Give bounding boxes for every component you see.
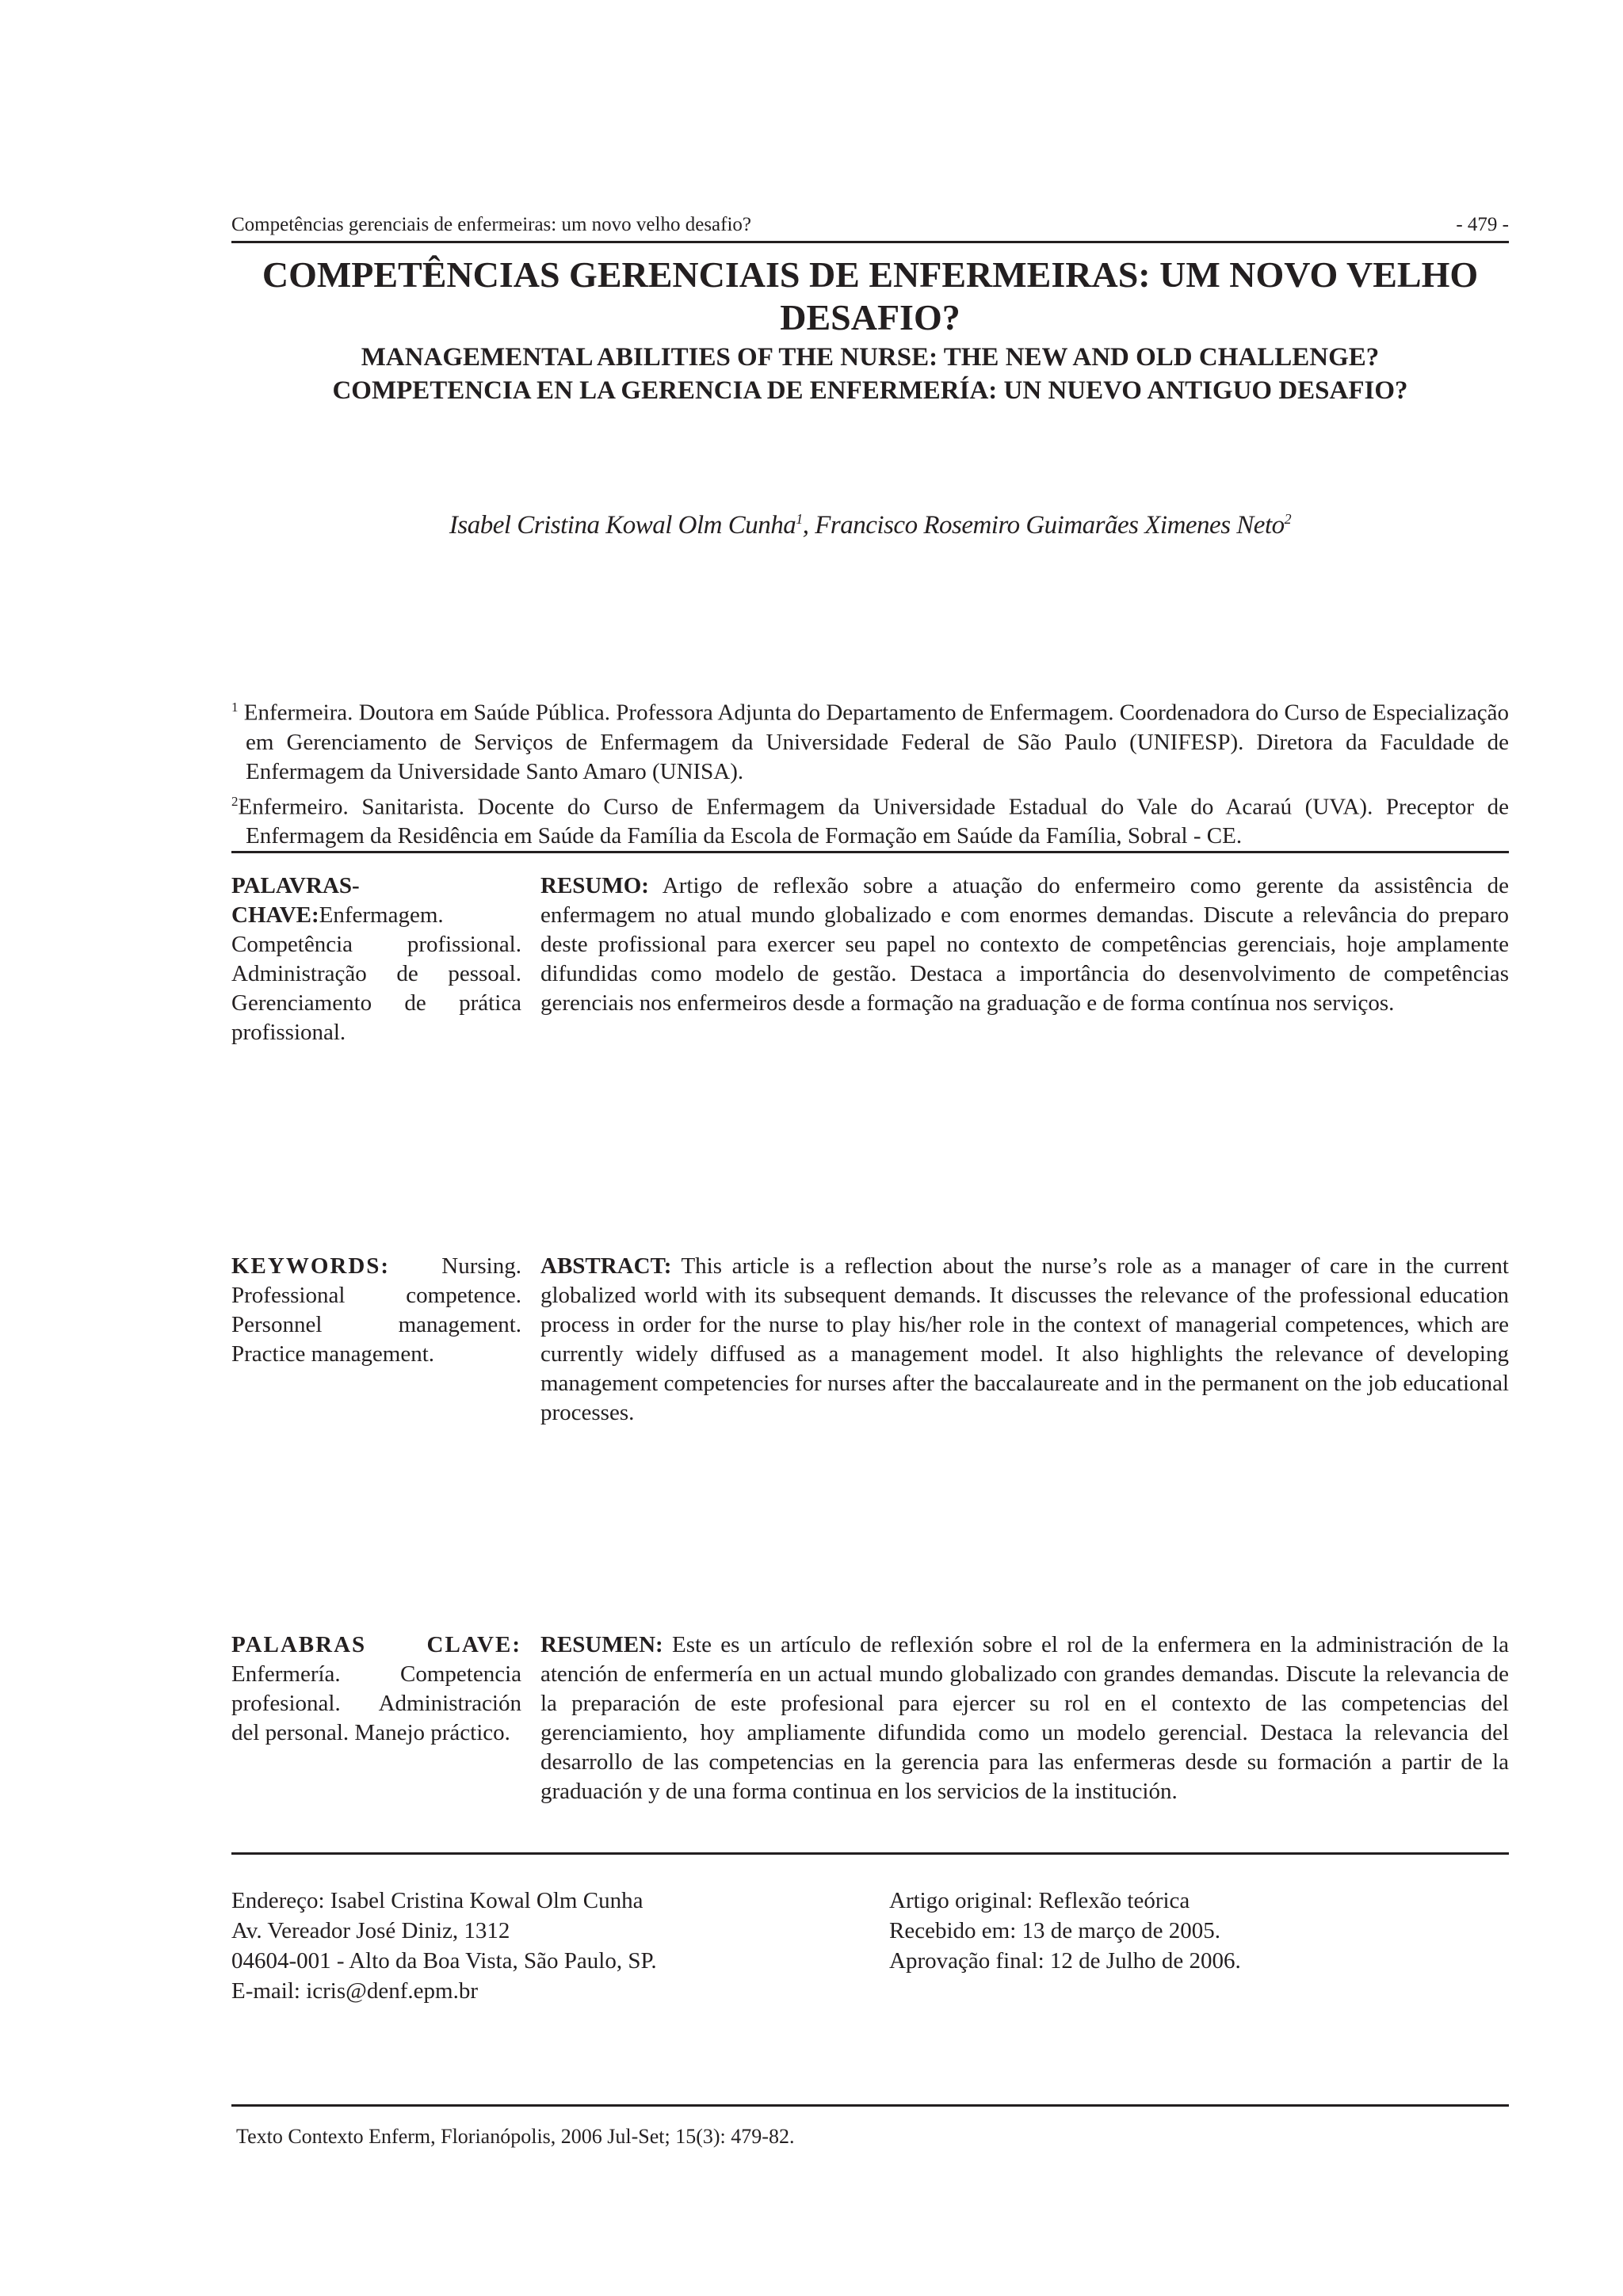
running-head-title: Competências gerenciais de enfermeiras: um novo velho desafio? (231, 214, 752, 235)
received-date: Recebido em: 13 de março de 2005. (889, 1918, 1220, 1943)
affiliations (231, 692, 1509, 851)
article-type: Artigo original: Reflexão teórica (889, 1888, 1190, 1913)
article-subtitles (231, 341, 1509, 407)
affiliation-2 (231, 787, 1509, 852)
abstract-spanish-text: Este es un artículo de reflexión sobre el rol de la enfermera en la administración de la atención de enfermería en un actual mundo globalizado con grandes demandas. Discute la relevancia de la preparación de este profesional para ejercer su rol en el contexto de las competencias del gerenciamiento, hoy ampliamente difundida como un modelo gerencial. Destaca la relevancia del desarrollo de las competencias en la gerencia para las enfermeras desde su formación a partir de la graduación y de una forma continua en los servicios de la institución. (540, 1632, 1510, 1804)
affiliation-1-sup: 1 (231, 700, 239, 715)
address-email: E-mail: icris@denf.epm.br (231, 1978, 478, 2004)
affiliation-2-sup: 2 (231, 793, 239, 809)
author-2-sup: 2 (1284, 511, 1292, 527)
abstract-spanish (540, 1630, 1509, 1806)
keywords-portuguese-label: PALAVRAS-CHAVE: (231, 873, 360, 928)
abstract-portuguese-text: Artigo de reflexão sobre a atuação do enfermeiro como gerente da assistência de enfermagem no atual mundo globalizado e com enormes demandas. Discute a relevância do preparo deste profissional para exercer seu papel no contexto de competências gerenciais, hoje amplamente difundidas como modelo de gestão. Destaca a importância do desenvolvimento de competências gerenciais nos enfermeiros desde a formação na graduação e de forma contínua nos serviços. (540, 873, 1509, 1016)
keywords-spanish-text: Enfermería. Competencia profesional. Administración del personal. Manejo práctico. (231, 1661, 521, 1745)
affiliation-rule (231, 851, 1509, 853)
author-2: Francisco Rosemiro Guimarães Ximenes Neto (815, 511, 1285, 540)
abstract-english-text: This article is a reflection about the nurse’s role as a manager of care in the current globalized world with its subsequent demands. It discusses the relevance of the professional education process in order for the nurse to play his/her role in the context of managerial competences, which are currently widely diffused as a management model. It also highlights the relevance of developing management competencies for nurses after the baccalaureate and in the permanent on the job educational processes. (540, 1253, 1509, 1425)
approval-date: Aprovação final: 12 de Julho de 2006. (889, 1948, 1241, 1974)
keywords-english (231, 1252, 521, 1369)
title-english: MANAGEMENTAL ABILITIES OF THE NURSE: THE NEW AND OLD CHALLENGE? (361, 343, 1380, 372)
keywords-spanish-label: PALABRAS CLAVE: (231, 1632, 521, 1657)
keywords-portuguese (231, 871, 521, 1047)
affiliation-1 (231, 692, 1509, 787)
abstract-portuguese-label: RESUMO: (540, 873, 649, 898)
affiliation-2-text: Enfermeiro. Sanitarista. Docente do Curso de Enfermagem da Universidade Estadual do Vale do Acaraú (UVA). Preceptor de Enfermagem da Residência em Saúde da Família da Escola de Formação em Saúde da Família, Sobral - CE. (238, 794, 1509, 849)
address-line-3: 04604-001 - Alto da Boa Vista, São Paulo, SP. (231, 1948, 657, 1974)
abstract-english-label: ABSTRACT: (540, 1253, 672, 1279)
article-dates (889, 1886, 1507, 1976)
abstract-portuguese (540, 871, 1509, 1018)
correspondence-address (231, 1886, 834, 2006)
abstract-rule (231, 1852, 1509, 1855)
footer-rule (231, 2104, 1509, 2107)
author-separator: , (802, 511, 815, 540)
abstract-english (540, 1252, 1509, 1428)
address-line-2: Av. Vereador José Diniz, 1312 (231, 1918, 510, 1943)
page-number: - 479 - (1456, 214, 1509, 235)
address-line-1: Endereço: Isabel Cristina Kowal Olm Cunha (231, 1888, 643, 1913)
keywords-spanish (231, 1630, 521, 1748)
title-spanish: COMPETENCIA EN LA GERENCIA DE ENFERMERÍA: UN NUEVO ANTIGUO DESAFIO? (332, 376, 1408, 405)
header-rule (231, 241, 1509, 243)
author-1-sup: 1 (796, 511, 803, 527)
affiliation-1-text: Enfermeira. Doutora em Saúde Pública. Professora Adjunta do Departamento de Enfermagem. Coordenadora do Curso de Especialização em Gerenciamento de Serviços de Enfermagem da Universidade Federal de São Paulo (UNIFESP). Diretora da Faculdade de Enfermagem da Universidade Santo Amaro (UNISA). (243, 700, 1510, 784)
abstract-spanish-label: RESUMEN: (540, 1632, 663, 1657)
keywords-english-text: Nursing. Professional competence. Personnel management. Practice management. (231, 1253, 521, 1367)
keywords-portuguese-text: Enfermagem. Competência profissional. Administração de pessoal. Gerenciamento de prática profissional. (231, 902, 521, 1045)
author-line (231, 511, 1509, 540)
running-head (231, 214, 1509, 236)
footer-citation: Texto Contexto Enferm, Florianópolis, 2006 Jul-Set; 15(3): 479-82. (236, 2125, 795, 2148)
keywords-english-label: KEYWORDS: (231, 1253, 391, 1279)
article-title: COMPETÊNCIAS GERENCIAIS DE ENFERMEIRAS: UM NOVO VELHO DESAFIO? (262, 254, 1479, 338)
author-1: Isabel Cristina Kowal Olm Cunha (449, 511, 796, 540)
